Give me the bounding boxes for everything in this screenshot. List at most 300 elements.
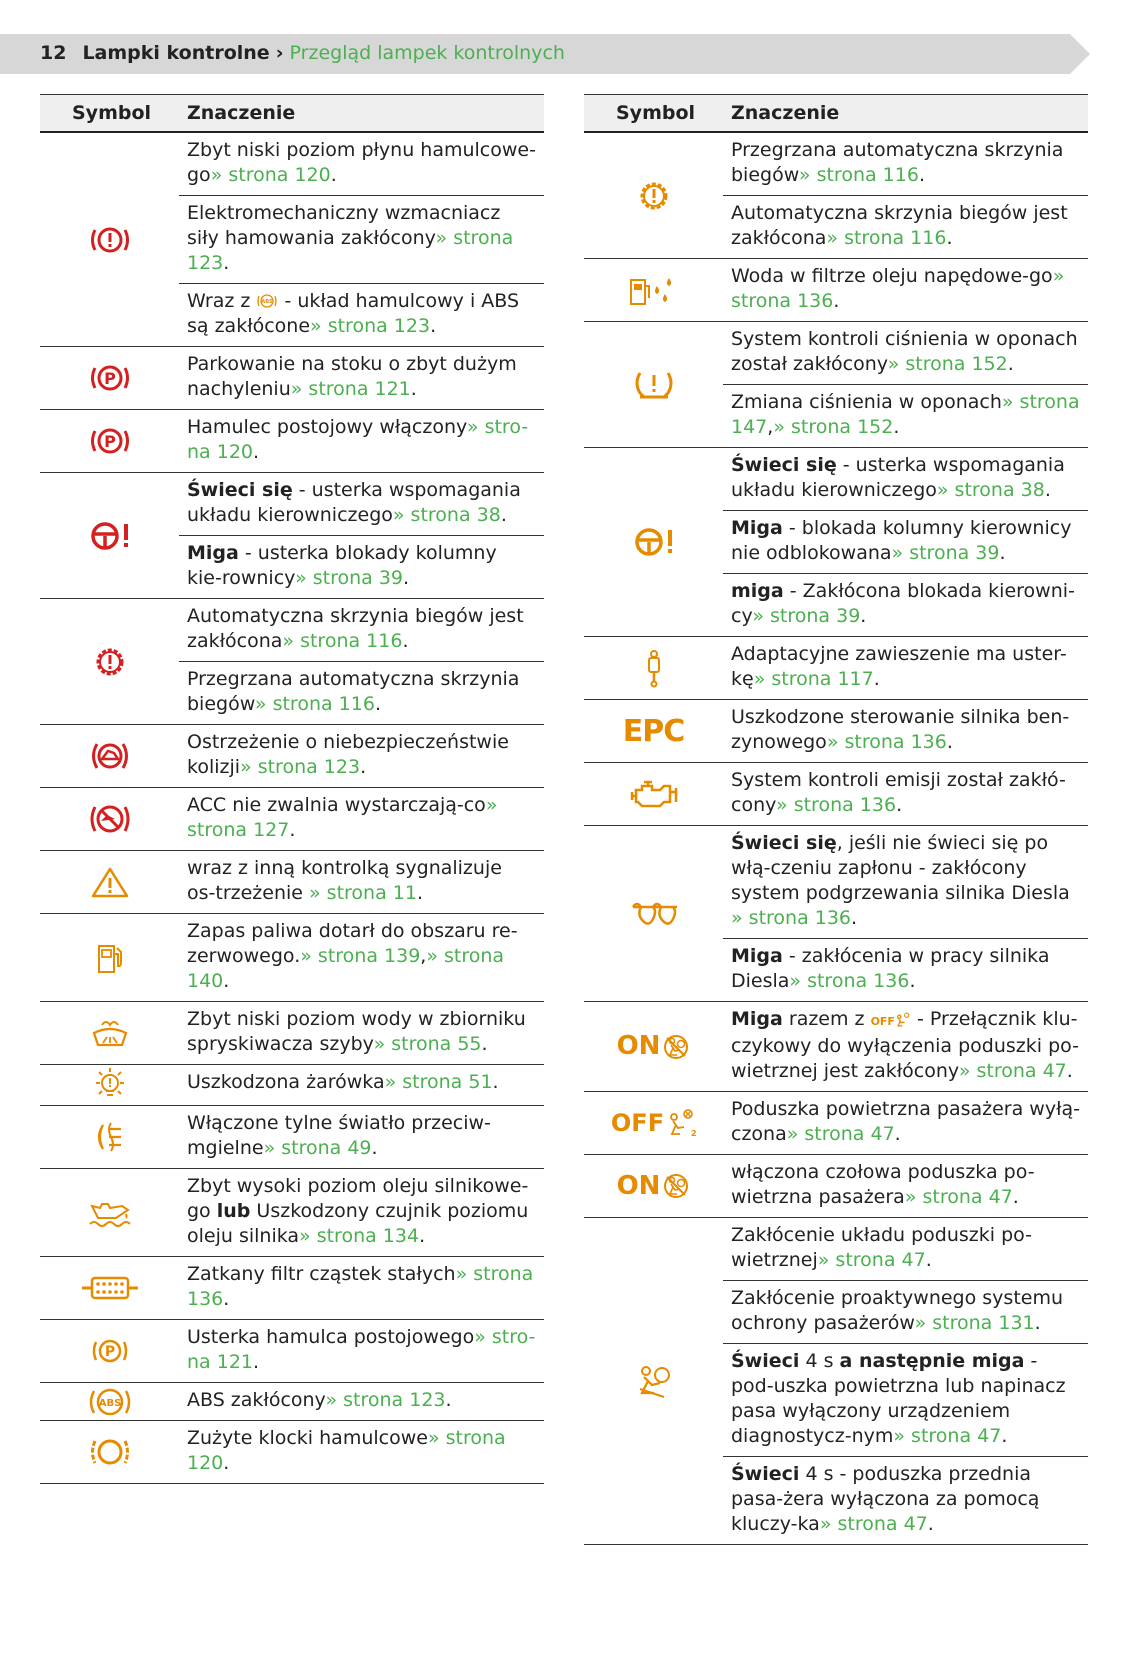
description-text: razem z <box>782 1008 871 1030</box>
table-row <box>40 788 544 851</box>
parking-brake-fault-icon <box>90 1334 130 1368</box>
description-text: . <box>851 907 858 929</box>
description-text: - blokada kolumny kierownicy nie odblokowana <box>731 517 1072 564</box>
symbol-cell <box>40 1169 179 1256</box>
page-reference-link[interactable]: » strona 47 <box>958 1060 1067 1082</box>
page-reference-link[interactable]: » strona 47 <box>786 1123 895 1145</box>
adaptive-suspension-icon <box>644 648 664 688</box>
description-text: . <box>860 605 867 627</box>
table-row <box>40 1320 544 1383</box>
page-reference-link[interactable]: » strona 123 <box>187 227 514 274</box>
table-row <box>40 1169 544 1257</box>
meaning-cell <box>179 1257 544 1319</box>
meaning-cell <box>723 133 1088 258</box>
meaning-entry <box>723 511 1088 574</box>
description-text: - usterka blokady kolumny kie-rownicy <box>187 542 497 589</box>
page-reference-link[interactable]: » strona 136 <box>731 265 1065 312</box>
meaning-entry <box>723 1218 1088 1281</box>
svg-text:2: 2 <box>691 1129 697 1138</box>
meaning-entry <box>723 322 1088 385</box>
page-reference-link[interactable]: » strona 136 <box>826 731 947 753</box>
meaning-entry <box>179 347 544 409</box>
emphasis-text: Świeci <box>731 1463 800 1485</box>
column-header-meaning: Znaczenie <box>731 101 840 124</box>
description-text: ACC nie zwalnia wystarczają-co <box>187 794 486 816</box>
description-text: . <box>223 1288 230 1310</box>
parking-brake-red-icon <box>88 424 132 458</box>
description-text: - układ hamulcowy i ABS są zakłócone <box>187 290 520 337</box>
meaning-entry <box>723 826 1088 939</box>
meaning-cell <box>723 1002 1088 1091</box>
page-reference-link[interactable]: » strona 116 <box>254 693 375 715</box>
meaning-cell <box>723 1092 1088 1154</box>
symbol-cell <box>584 1092 723 1154</box>
description-text: . <box>402 630 409 652</box>
description-text: . <box>419 1225 426 1247</box>
symbol-cell <box>40 851 179 913</box>
symbol-cell <box>40 1421 179 1483</box>
table-header <box>40 94 544 133</box>
particle-filter-icon <box>80 1273 140 1303</box>
table-row <box>584 133 1088 259</box>
acc-brake-red-icon <box>88 802 132 836</box>
page-reference-link[interactable]: » strona 136 <box>776 794 897 816</box>
description-text: . <box>1007 353 1014 375</box>
description-text: . <box>873 668 880 690</box>
description-text: Automatyczna skrzynia biegów jest zakłócona <box>187 605 524 652</box>
table-row <box>584 1155 1088 1218</box>
description-text: . <box>223 252 230 274</box>
meaning-cell <box>179 1383 544 1420</box>
symbol-cell <box>40 1320 179 1382</box>
symbol-cell <box>584 1218 723 1544</box>
page-reference-link[interactable]: » strona 121 <box>290 378 411 400</box>
meaning-cell <box>179 914 544 1001</box>
page-reference-link[interactable]: » strona 134 <box>299 1225 420 1247</box>
symbol-cell <box>40 1106 179 1168</box>
description-text: Przegrzana automatyczna skrzynia biegów <box>731 139 1064 186</box>
emphasis-text: Miga <box>731 945 783 967</box>
meaning-entry <box>179 662 544 724</box>
meaning-entry <box>179 410 544 472</box>
description-text: Zbyt wysoki poziom oleju silnikowe-go <box>187 1175 529 1222</box>
column-header-meaning: Znaczenie <box>187 101 296 124</box>
symbol-cell <box>40 788 179 850</box>
meaning-entry <box>179 1320 544 1382</box>
table-header <box>584 94 1088 133</box>
emphasis-text: Miga <box>731 517 783 539</box>
table-row <box>40 914 544 1002</box>
description-text: . <box>289 819 296 841</box>
table-row <box>584 763 1088 826</box>
page-reference-link[interactable]: » strona 127 <box>187 794 498 841</box>
description-text: . <box>430 315 437 337</box>
page-reference-link[interactable]: » strona 136 <box>187 1263 534 1310</box>
symbol-cell <box>40 1065 179 1105</box>
page-reference-link[interactable]: » strona 55 <box>373 1033 482 1055</box>
description-text: Elektromechaniczny wzmacniacz siły hamowania zakłócony <box>187 202 501 249</box>
airbag-on-icon: ON <box>617 1172 691 1200</box>
page-reference-link[interactable]: » strona 47 <box>817 1249 926 1271</box>
glow-plug-icon <box>629 899 679 929</box>
symbol-cell <box>40 1383 179 1420</box>
emphasis-text: Miga <box>187 542 239 564</box>
meaning-entry <box>179 725 544 787</box>
description-text: wraz z inną kontrolką sygnalizuje os-trzeżenie <box>187 857 502 904</box>
symbol-cell <box>584 448 723 636</box>
description-text: . <box>223 970 230 992</box>
emphasis-text: Świeci <box>731 1350 800 1372</box>
page-reference-link[interactable]: » strona 123 <box>310 315 431 337</box>
page-reference-link[interactable]: » strona 47 <box>904 1186 1013 1208</box>
symbol-cell <box>40 1002 179 1064</box>
description-text: ABS zakłócony <box>187 1389 326 1411</box>
page-reference-link[interactable]: » strona 51 <box>384 1071 493 1093</box>
page-reference-link[interactable]: » strona 117 <box>753 668 874 690</box>
page-reference-link[interactable]: » strona 152 <box>773 416 894 438</box>
description-text: , <box>767 416 774 438</box>
page-reference-link[interactable]: » strona 136 <box>789 970 910 992</box>
description-text: 4 s <box>799 1350 840 1372</box>
description-text: Woda w filtrze oleju napędowe-go <box>731 265 1053 287</box>
page-reference-link[interactable]: » strona 116 <box>826 227 947 249</box>
meaning-entry <box>723 637 1088 699</box>
table-row <box>40 473 544 599</box>
table-row <box>584 448 1088 637</box>
page-reference-link[interactable]: » strona 38 <box>936 479 1045 501</box>
description-text: - usterka wspomagania układu kierowniczego <box>187 479 521 526</box>
tire-pressure-icon <box>632 367 676 403</box>
page-reference-link[interactable]: » strona 136 <box>731 907 852 929</box>
page-reference-link[interactable]: » strona 47 <box>893 1425 1002 1447</box>
description-text: . <box>500 504 507 526</box>
description-text: . <box>445 1389 452 1411</box>
meaning-entry <box>179 196 544 284</box>
table-row <box>584 322 1088 448</box>
meaning-entry <box>179 1065 544 1102</box>
meaning-entry <box>723 1155 1088 1217</box>
oil-level-icon <box>86 1196 134 1230</box>
table-row <box>40 851 544 914</box>
meaning-cell <box>179 1106 544 1168</box>
epc-icon: EPC <box>622 713 685 749</box>
meaning-entry <box>723 939 1088 1001</box>
description-text: Zatkany filtr cząstek stałych <box>187 1263 456 1285</box>
meaning-entry <box>723 700 1088 762</box>
description-text: . <box>946 227 953 249</box>
meaning-entry <box>723 385 1088 447</box>
description-text: . <box>1034 1312 1041 1334</box>
meaning-cell <box>723 1155 1088 1217</box>
meaning-entry <box>179 133 544 196</box>
meaning-entry <box>179 1169 544 1256</box>
description-text: Zapas paliwa dotarł do obszaru re-zerwowego. <box>187 920 518 967</box>
symbol-cell <box>584 826 723 1001</box>
meaning-entry <box>723 448 1088 511</box>
breadcrumb-separator: › <box>275 42 284 64</box>
page-reference-link[interactable]: » strona 116 <box>282 630 403 652</box>
meaning-entry <box>179 599 544 662</box>
description-text: Usterka hamulca postojowego <box>187 1326 475 1348</box>
page-reference-link[interactable]: » strona 116 <box>798 164 919 186</box>
description-text: - Przełącznik klu-czykowy do wyłączenia poduszki po-wietrznej jest zakłócony <box>731 1008 1079 1082</box>
page-reference-link[interactable]: » strona 147 <box>731 391 1080 438</box>
svg-text:ABS: ABS <box>261 299 274 305</box>
table-row <box>40 133 544 347</box>
description-text: Uszkodzona żarówka <box>187 1071 385 1093</box>
emphasis-text: miga <box>731 580 784 602</box>
meaning-entry <box>723 196 1088 258</box>
symbol-cell <box>40 1257 179 1319</box>
description-text: System kontroli emisji został zakłó-cony <box>731 769 1066 816</box>
table-body <box>584 133 1088 1545</box>
emphasis-text: Miga <box>731 1008 783 1030</box>
airbag-fault-icon <box>634 1363 674 1399</box>
meaning-entry <box>723 133 1088 196</box>
description-text: Automatyczna skrzynia biegów jest zakłócona <box>731 202 1068 249</box>
symbol-cell <box>584 259 723 321</box>
meaning-cell <box>179 851 544 913</box>
emphasis-text: a następnie miga <box>839 1350 1025 1372</box>
description-text: Adaptacyjne zawieszenie ma uster-kę <box>731 643 1067 690</box>
meaning-cell <box>179 1320 544 1382</box>
symbol-cell <box>40 914 179 1001</box>
description-text: Uszkodzony czujnik poziomu oleju silnika <box>187 1200 529 1247</box>
page-number: 12 <box>40 42 67 64</box>
meaning-cell <box>179 599 544 724</box>
description-text: Zbyt niski poziom wody w zbiorniku spryskiwacza szyby <box>187 1008 526 1055</box>
page-reference-link[interactable]: » strona 123 <box>240 756 361 778</box>
meaning-cell <box>723 322 1088 447</box>
bulb-failure-icon <box>90 1065 130 1105</box>
table-body <box>40 133 544 1484</box>
description-text: . <box>918 164 925 186</box>
table-row <box>584 1092 1088 1155</box>
description-text: . <box>927 1513 934 1535</box>
gearbox-red-icon <box>92 644 128 680</box>
description-text: . <box>360 756 367 778</box>
description-text: . <box>896 794 903 816</box>
symbol-cell <box>584 1155 723 1217</box>
meaning-entry <box>179 1257 544 1319</box>
description-text: Uszkodzone sterowanie silnika ben-zynowego <box>731 706 1070 753</box>
description-text: Zużyte klocki hamulcowe <box>187 1427 428 1449</box>
airbag-on-icon: ON <box>617 1033 691 1061</box>
meaning-cell <box>179 473 544 598</box>
warning-triangle-icon <box>90 865 130 899</box>
description-text: . <box>492 1071 499 1093</box>
parking-brake-red-icon <box>88 361 132 395</box>
description-text: . <box>371 1137 378 1159</box>
gearbox-yellow-icon <box>636 178 672 214</box>
rear-fog-light-icon <box>91 1119 129 1155</box>
column-header-symbol: Symbol <box>72 101 152 124</box>
page-reference-link[interactable]: » strona 123 <box>325 1389 446 1411</box>
meaning-entry <box>179 1421 544 1483</box>
page-reference-link[interactable]: » stro-na 121 <box>187 1326 536 1373</box>
symbol-cell <box>584 763 723 825</box>
description-text: Parkowanie na stoku o zbyt dużym nachyleniu <box>187 353 517 400</box>
water-in-fuel-icon <box>627 272 681 308</box>
svg-text:P: P <box>103 369 116 388</box>
description-text: . <box>1044 479 1051 501</box>
description-text: - pod-uszka powietrzna lub napinacz pasa wyłączony urządzeniem diagnostycz-nym <box>731 1350 1066 1447</box>
airbag-off-small-icon: OFF <box>871 1015 911 1028</box>
description-text: Przegrzana automatyczna skrzynia biegów <box>187 668 520 715</box>
meaning-entry <box>723 574 1088 636</box>
meaning-entry <box>179 788 544 850</box>
meaning-cell <box>179 725 544 787</box>
meaning-entry <box>179 473 544 536</box>
meaning-entry <box>723 1092 1088 1154</box>
page-reference-link[interactable]: » strona 38 <box>392 504 501 526</box>
symbol-cell <box>40 725 179 787</box>
table-row <box>40 1421 544 1484</box>
table-row <box>40 1002 544 1065</box>
description-text: . <box>833 290 840 312</box>
page-reference-link[interactable]: » strona 39 <box>295 567 403 589</box>
meaning-entry <box>723 763 1088 825</box>
meaning-entry <box>723 1002 1088 1091</box>
page-reference-link[interactable]: » strona 47 <box>819 1513 928 1535</box>
description-text: - usterka wspomagania układu kierowniczego <box>731 454 1065 501</box>
symbol-cell <box>584 637 723 699</box>
page-header <box>0 34 1090 74</box>
meaning-cell <box>723 448 1088 636</box>
description-text: Wraz z <box>187 290 257 312</box>
meaning-entry <box>723 1344 1088 1457</box>
steering-wheel-yellow-icon <box>631 525 677 559</box>
page-reference-link[interactable]: » strona 11 <box>309 882 417 904</box>
emphasis-text: Świeci się <box>731 832 837 854</box>
description-text: . <box>410 378 417 400</box>
table-row <box>40 599 544 725</box>
page-reference-link[interactable]: » strona 152 <box>887 353 1008 375</box>
description-text: . <box>1001 1425 1008 1447</box>
description-text: Hamulec postojowy włączony <box>187 416 467 438</box>
engine-check-icon <box>628 776 680 812</box>
meaning-entry <box>179 851 544 913</box>
description-text: . <box>481 1033 488 1055</box>
description-text: . <box>894 1123 901 1145</box>
meaning-entry <box>723 259 1088 321</box>
meaning-entry <box>179 284 544 346</box>
description-text: System kontroli ciśnienia w oponach został zakłócony <box>731 328 1078 375</box>
table-row <box>584 1218 1088 1545</box>
page-reference-link[interactable]: » strona 120 <box>187 1427 506 1474</box>
meaning-entry <box>723 1281 1088 1344</box>
symbol-table-left <box>40 94 544 1484</box>
page-reference-link[interactable]: » strona 140 <box>187 945 505 992</box>
description-text: włączona czołowa poduszka po-wietrzna pasażera <box>731 1161 1035 1208</box>
meaning-cell <box>723 637 1088 699</box>
description-text: 4 s - poduszka przednia pasa-żera wyłączona za pomocą kluczy-ka <box>731 1463 1040 1535</box>
page-title: Lampki kontrolne <box>82 42 270 64</box>
description-text: . <box>925 1249 932 1271</box>
description-text: . <box>253 441 260 463</box>
meaning-cell <box>179 1421 544 1483</box>
symbol-cell <box>584 133 723 258</box>
description-text: . <box>416 882 423 904</box>
symbol-cell <box>40 473 179 598</box>
table-row <box>584 700 1088 763</box>
page-reference-link[interactable]: » strona 131 <box>914 1312 1035 1334</box>
meaning-entry <box>179 536 544 598</box>
description-text: Zmiana ciśnienia w oponach <box>731 391 1002 413</box>
description-text: . <box>893 416 900 438</box>
airbag-off-icon: OFF 2 <box>610 1108 697 1138</box>
meaning-entry <box>723 1457 1088 1544</box>
abs-icon <box>87 1384 133 1420</box>
steering-wheel-red-icon <box>87 519 133 553</box>
symbol-cell <box>584 700 723 762</box>
table-row <box>40 1106 544 1169</box>
table-row <box>40 347 544 410</box>
page-reference-link[interactable]: » strona 49 <box>263 1137 372 1159</box>
table-row <box>584 1002 1088 1092</box>
header-arrow <box>1070 34 1090 74</box>
description-text: Zakłócenie układu poduszki po-wietrznej <box>731 1224 1032 1271</box>
meaning-cell <box>179 1065 544 1105</box>
collision-warning-red-icon <box>88 739 132 773</box>
meaning-cell <box>723 1218 1088 1544</box>
table-row <box>584 259 1088 322</box>
page-reference-link[interactable]: » stro-na 120 <box>187 416 529 463</box>
fuel-reserve-icon <box>93 940 127 976</box>
description-text: , jeśli nie świeci się po włą-czeniu zapłonu - zakłócony system podgrzewania silnika Diesla <box>731 832 1070 904</box>
description-text: . <box>374 693 381 715</box>
description-text: Poduszka powietrzna pasażera wyłą-czona <box>731 1098 1080 1145</box>
emphasis-text: Świeci się <box>187 479 293 501</box>
page-reference-link[interactable]: » strona 120 <box>210 164 331 186</box>
brake-warning-red-icon <box>88 223 132 257</box>
table-row <box>40 1383 544 1421</box>
meaning-cell <box>179 347 544 409</box>
table-row <box>584 637 1088 700</box>
emphasis-text: lub <box>216 1200 251 1222</box>
description-text: , <box>420 945 427 967</box>
meaning-cell <box>179 1002 544 1064</box>
page-reference-link[interactable]: » strona 39 <box>752 605 861 627</box>
meaning-cell <box>723 826 1088 1001</box>
description-text: . <box>1012 1186 1019 1208</box>
column-header-symbol: Symbol <box>616 101 696 124</box>
table-row <box>584 826 1088 1002</box>
page-reference-link[interactable]: » strona 39 <box>891 542 1000 564</box>
description-text: . <box>253 1351 260 1373</box>
description-text: . <box>946 731 953 753</box>
table-row <box>40 1065 544 1106</box>
description-text: - zakłócenia w pracy silnika Diesla <box>731 945 1050 992</box>
description-text: . <box>223 1452 230 1474</box>
symbol-table-right <box>584 94 1088 1545</box>
meaning-cell <box>723 763 1088 825</box>
meaning-cell <box>179 788 544 850</box>
description-text: . <box>909 970 916 992</box>
table-row <box>40 410 544 473</box>
table-row <box>40 725 544 788</box>
page-reference-link[interactable]: » strona 139 <box>300 945 421 967</box>
description-text: Ostrzeżenie o niebezpieczeństwie kolizji <box>187 731 509 778</box>
abs-small-icon <box>256 289 278 314</box>
breadcrumb-subtitle[interactable]: Przegląd lampek kontrolnych <box>289 42 565 64</box>
meaning-entry <box>179 1002 544 1064</box>
meaning-entry <box>179 914 544 1001</box>
meaning-cell <box>723 700 1088 762</box>
symbol-cell <box>584 1002 723 1091</box>
description-text: . <box>330 164 337 186</box>
meaning-entry <box>179 1383 544 1420</box>
